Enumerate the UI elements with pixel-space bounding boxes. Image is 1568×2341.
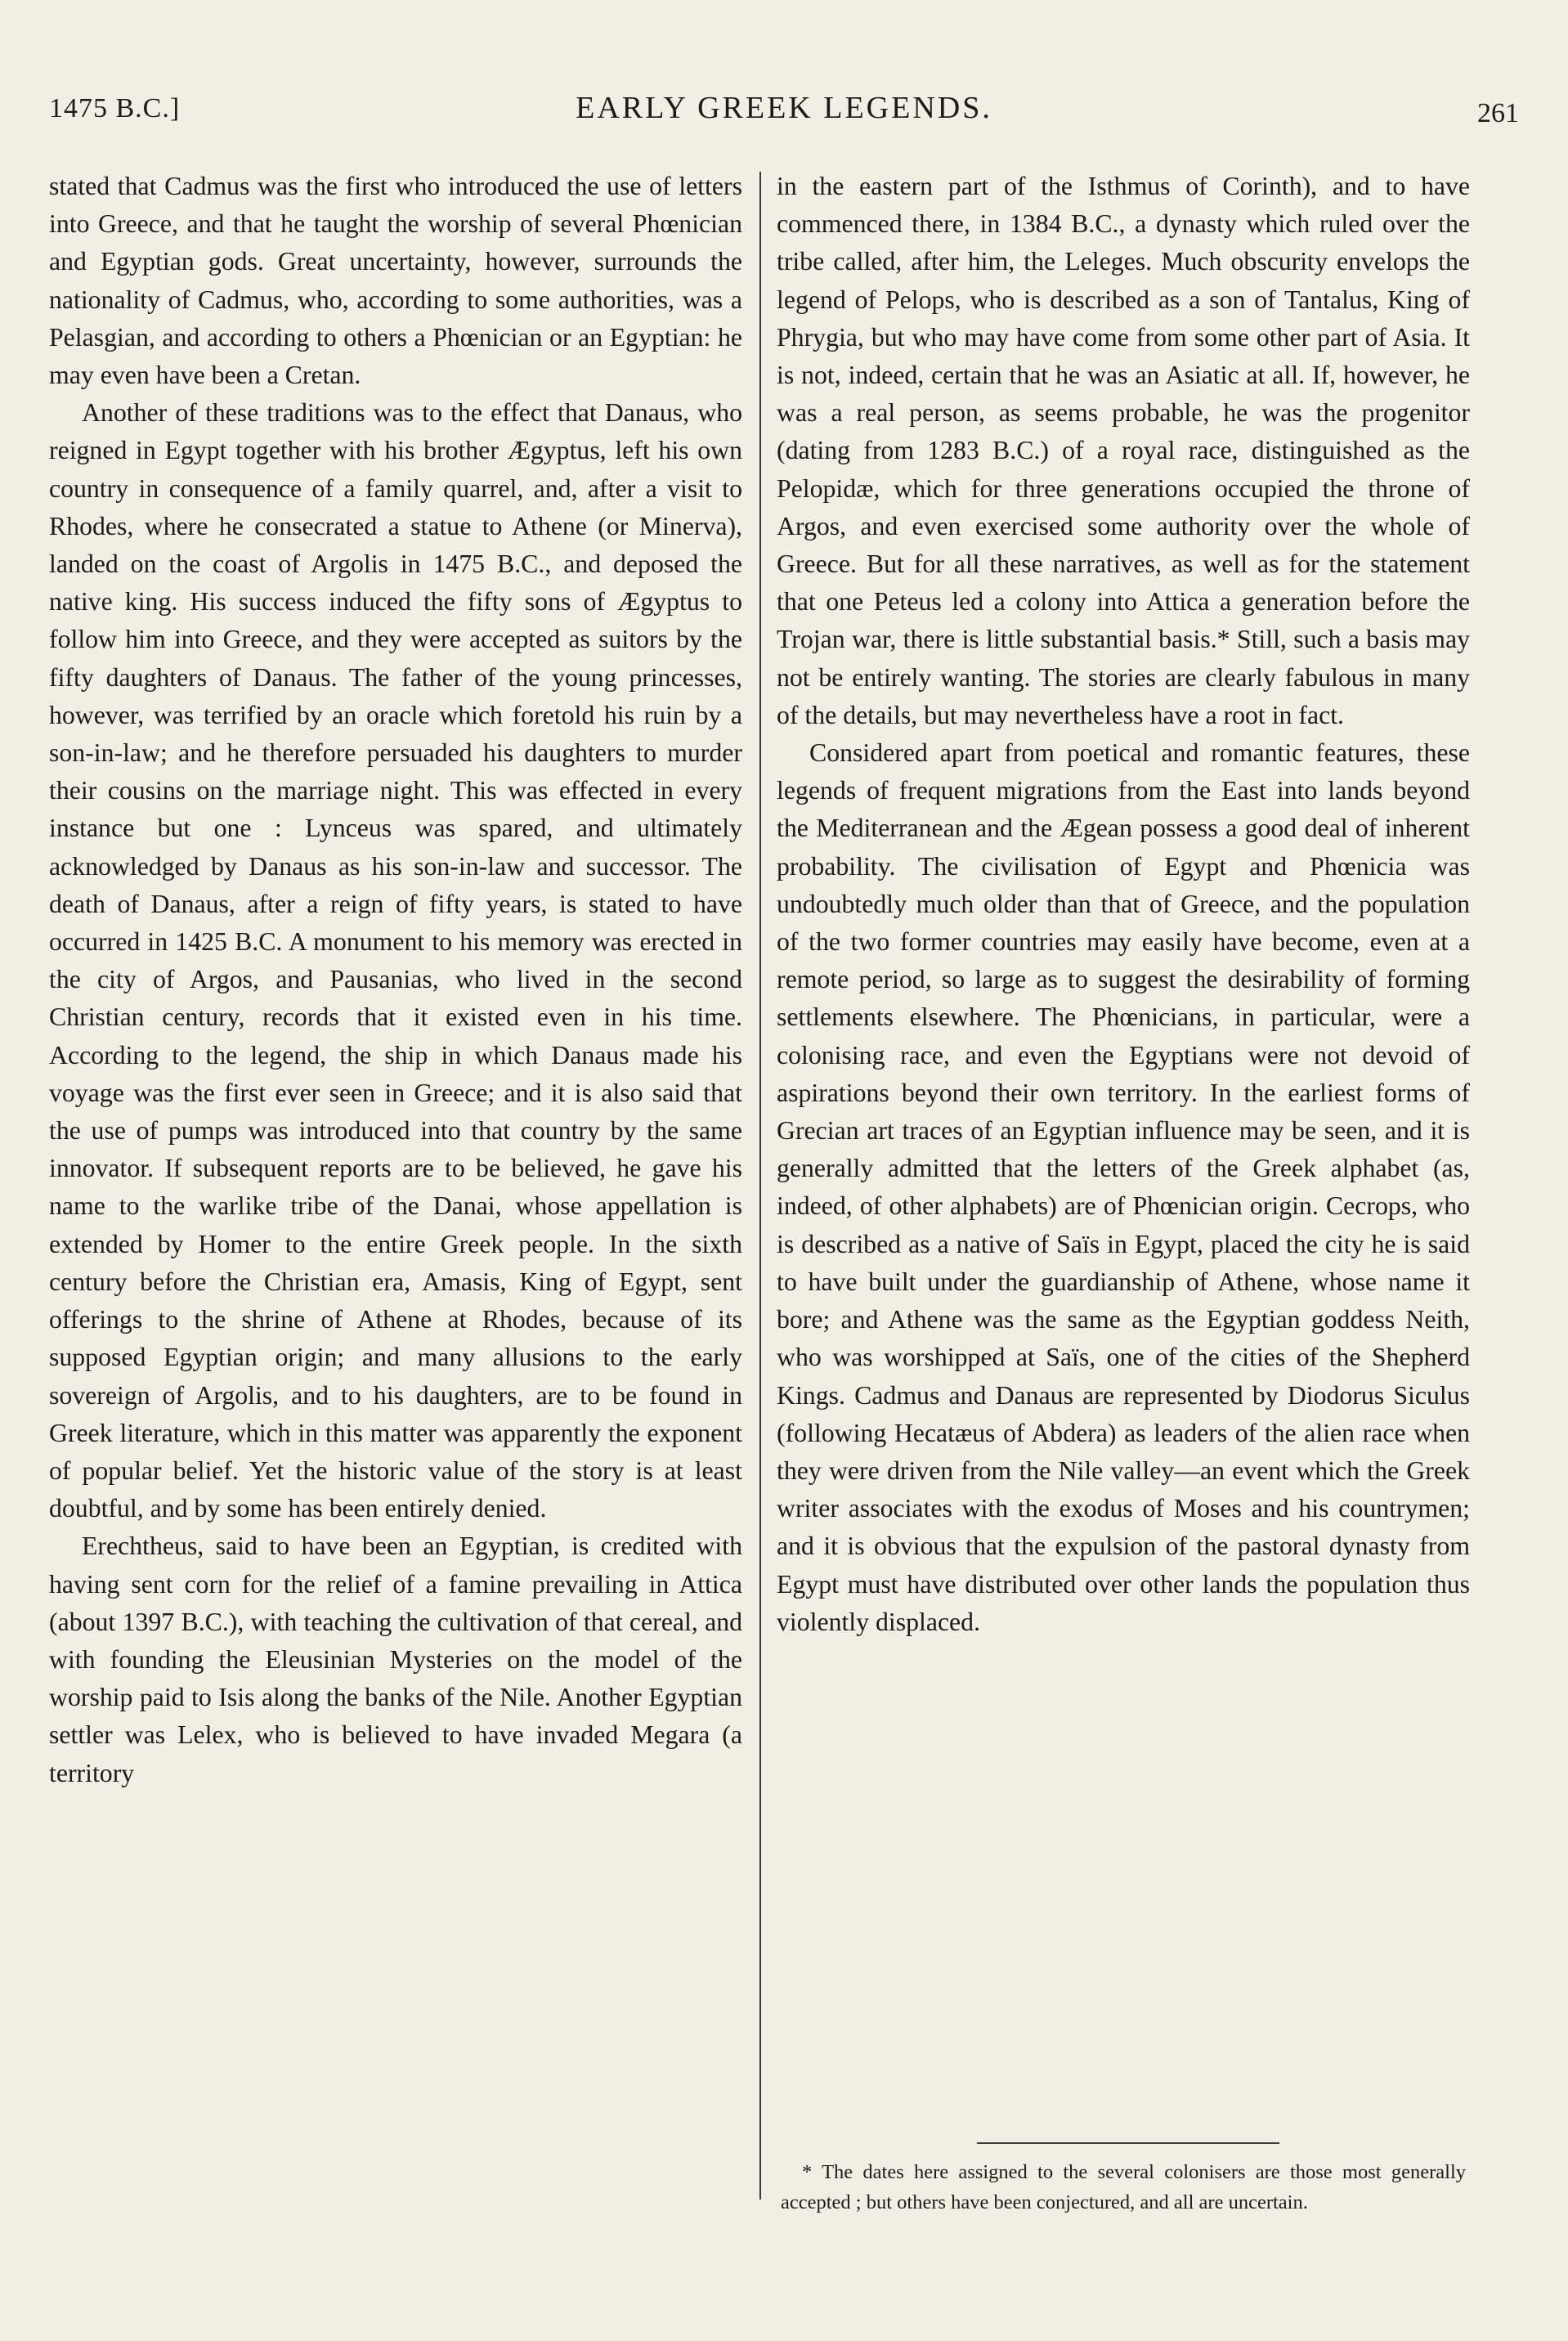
footnote-text: * The dates here assigned to the several colonisers are those most generally accepted ; but others have been conjectured, and all are uncertain. [781, 2161, 1466, 2213]
running-header [49, 82, 1519, 139]
paragraph-cadmus-continued: stated that Cadmus was the first who introduced the use of letters into Greece, and that he taught the worship of several Phœnician and Egyptian gods. Great uncertainty, however, surrounds the nationality of Cadmus, who, according to some authorities, was a Pelasgian, and according to others a Phœnician or an Egyptian: he may even have been a Cretan. [49, 172, 742, 390]
header-year: 1475 [49, 93, 108, 123]
paragraph-danaus: Another of these traditions was to the effect that Danaus, who reigned in Egypt together with his brother Ægyptus, left his own country in consequence of a family quarrel, and, after a visit to Rhodes, where he consecrated a statue to Athene (or Minerva), landed on the coast of Argolis in 1475 B.C., and deposed the native king. His success induced the fifty sons of Ægyptus to follow him into Greece, and they were accepted as suitors by the fifty daughters of Danaus. The father of the young princesses, however, was terrified by an oracle which foretold his ruin by a son-in-law; and he therefore persuaded his daughters to murder their cousins on the marriage night. This was effected in every instance but one : Lynceus was spared, and ultimately acknowledged by Danaus as his son-in-law and successor. The death of Danaus, after a reign of fifty years, is stated to have occurred in 1425 B.C. A monument to his memory was erected in the city of Argos, and Pausanias, who lived in the second Christian century, records that it existed even in his time. According to the legend, the ship in which Danaus made his voyage was the first ever seen in Greece; and it is also said that the use of pumps was introduced into that country by the same innovator. If subsequent reports are to be believed, he gave his name to the warlike tribe of the Danai, whose appellation is extended by Homer to the entire Greek people. In the sixth century before the Christian era, Amasis, King of Egypt, sent offerings to the shrine of Athene at Rhodes, because of its supposed Egyptian origin; and many allusions to the early sovereign of Argolis, and to his daughters, are to be found in Greek literature, which in this matter was apparently the exponent of popular belief. Yet the historic value of the story is at least doubtful, and by some has been entirely denied. [49, 398, 742, 1523]
footnote [781, 2157, 1466, 2218]
footnote-rule [977, 2142, 1279, 2144]
header-title: EARLY GREEK LEGENDS. [576, 91, 992, 125]
right-column [777, 168, 1470, 1641]
paragraph-migrations: Considered apart from poetical and romantic features, these legends of frequent migrations from the East into lands beyond the Mediterranean and the Ægean possess a good deal of inherent probability. The civilisation of Egypt and Phœnicia was undoubtedly much older than that of Greece, and the population of the two former countries may easily have become, even at a remote period, so large as to suggest the desirability of forming settlements elsewhere. The Phœnicians, in particular, were a colonising race, and even the Egyptians were not devoid of aspirations beyond their own territory. In the earliest forms of Grecian art traces of an Egyptian influence may be seen, and it is generally admitted that the letters of the Greek alphabet (as, indeed, of other alphabets) are of Phœnician origin. Cecrops, who is described as a native of Saïs in Egypt, placed the city he is said to have built under the guardianship of Athene, whose name it bore; and Athene was the same as the Egyptian goddess Neith, who was worshipped at Saïs, one of the cities of the Shepherd Kings. Cadmus and Danaus are represented by Diodorus Siculus (following Hecatæus of Abdera) as leaders of the alien race when they were driven from the Nile valley—an event which the Greek writer associates with the exodus of Moses and his countrymen; and it is obvious that the expulsion of the pastoral dynasty from Egypt must have distributed over other lands the population thus violently displaced. [777, 738, 1470, 1636]
paragraph-pelops: in the eastern part of the Isthmus of Corinth), and to have commenced there, in 1384 B.C., a dynasty which ruled over the tribe called, after him, the Leleges. Much obscurity envelops the legend of Pelops, who is described as a son of Tantalus, King of Phrygia, but who may have come from some other part of Asia. It is not, indeed, certain that he was an Asiatic at all. If, however, he was a real person, as seems probable, he was the progenitor (dating from 1283 B.C.) of a royal race, distinguished as the Pelopidæ, which for three generations occupied the throne of Argos, and even exercised some authority over the whole of Greece. But for all these narratives, as well as for the statement that one Peteus led a colony into Attica a generation before the Trojan war, there is little substantial basis.* Still, such a basis may not be entirely wanting. The stories are clearly fabulous in many of the details, but may nevertheless have a root in fact. [777, 172, 1470, 729]
left-column [49, 168, 742, 1792]
column-divider [759, 172, 761, 2200]
paragraph-erechtheus: Erechtheus, said to have been an Egyptian, is credited with having sent corn for the relief of a famine prevailing in Attica (about 1397 B.C.), with teaching the cultivation of that cereal, and with founding the Eleusinian Mysteries on the model of the worship paid to Isis along the banks of the Nile. Another Egyptian settler was Lelex, who is believed to have invaded Megara (a territory [49, 1532, 742, 1787]
header-era: B.C.] [115, 93, 181, 123]
page-number: 261 [1477, 98, 1519, 128]
